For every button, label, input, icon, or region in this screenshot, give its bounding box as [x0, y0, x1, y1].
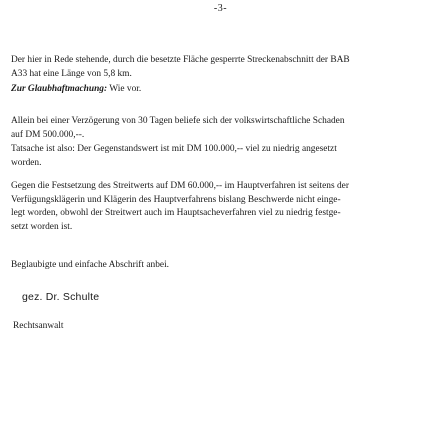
paragraph-line: legt worden, obwohl der Streitwert auch im Hauptsacheverfahren viel zu niedrig festge-: [11, 208, 341, 218]
paragraph-line: Tatsache ist also: Der Gegenstandswert ist mit DM 100.000,-- viel zu niedrig angesetzt: [11, 144, 337, 154]
evidence-text: Wie vor.: [107, 84, 142, 94]
paragraph-line: A33 hat eine Länge von 5,8 km.: [11, 68, 132, 79]
paragraph-line: Beglaubigte und einfache Abschrift anbei.: [11, 260, 170, 270]
paragraph-evidence: [11, 83, 433, 97]
paragraph-enclosure: [11, 259, 433, 273]
paragraph-line: Gegen die Festsetzung des Streitwerts auf DM 60.000,-- im Hauptverfahren ist seitens der: [11, 181, 349, 191]
paragraph-road-section: [11, 54, 433, 81]
paragraph-line: [11, 83, 433, 97]
paragraph-damage: [11, 115, 433, 142]
evidence-label: Zur Glaubhaftmachung:: [11, 84, 108, 94]
page-number: -3-: [213, 3, 228, 14]
paragraph-line: setzt worden ist.: [11, 221, 73, 232]
paragraph-line: worden.: [11, 157, 42, 168]
paragraph-line: Verfügungsklägerin und Klägerin des Hauptverfahrens bislang Beschwerde nicht einge-: [11, 194, 341, 205]
paragraph-line: Allein bei einer Verzögerung von 30 Tagen beliefe sich der volkswirtschaftliche Schaden: [11, 116, 345, 126]
signatory-role: Rechtsanwalt: [13, 321, 64, 331]
signature: gez. Dr. Schulte: [22, 291, 100, 303]
paragraph-line: Der hier in Rede stehende, durch die besetzte Fläche gesperrte Streckenabschnitt der BAB: [11, 55, 350, 65]
paragraph-fact: [11, 143, 433, 170]
paragraph-line: auf DM 500.000,--.: [11, 129, 85, 140]
paragraph-objection: [11, 180, 433, 234]
